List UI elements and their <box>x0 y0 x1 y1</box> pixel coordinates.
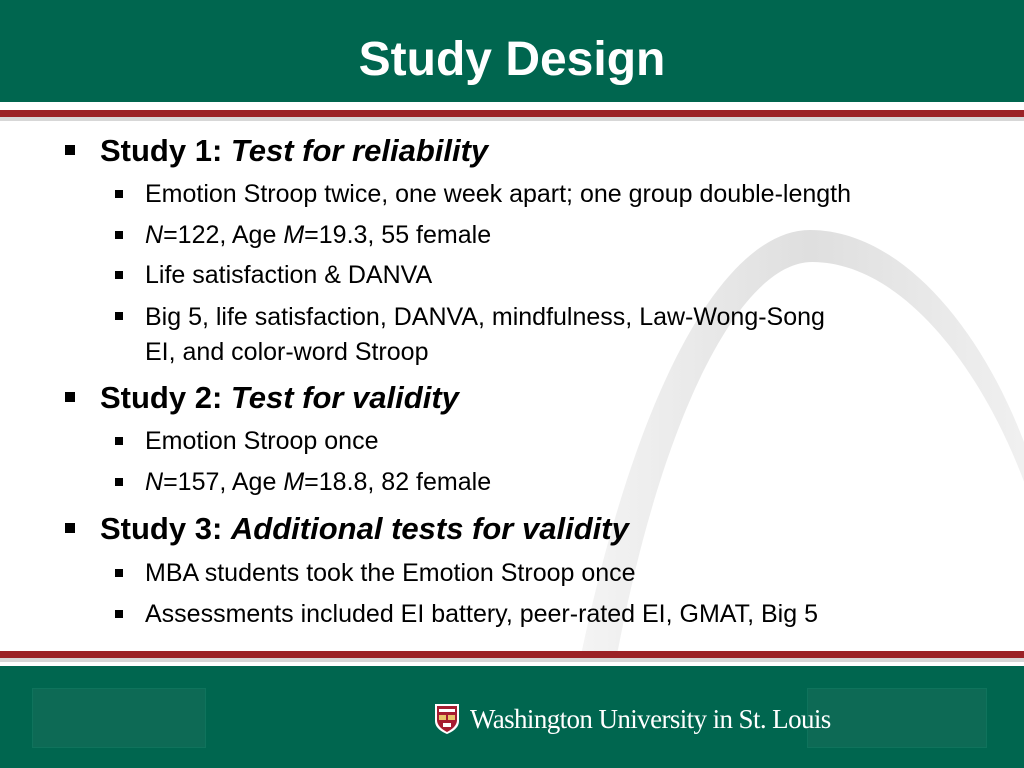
square-bullet-icon <box>115 437 123 445</box>
footer-bar <box>0 666 1024 768</box>
n-symbol: N <box>145 221 164 249</box>
study-label: Study 1: <box>100 133 223 168</box>
square-bullet-icon <box>115 312 123 320</box>
square-bullet-icon <box>115 569 123 577</box>
study-subtitle: Test for reliability <box>230 133 489 168</box>
slide-title: Study Design <box>358 33 666 86</box>
list-item-text <box>145 465 491 499</box>
n-symbol: N <box>145 468 164 496</box>
university-shield-icon <box>434 703 460 735</box>
square-bullet-icon <box>115 190 123 198</box>
study-subtitle: Additional tests for validity <box>230 511 629 546</box>
bottom-grey-rule <box>0 658 1024 662</box>
m-value: =19.3, 55 female <box>304 221 492 249</box>
square-bullet-icon <box>115 231 123 239</box>
bottom-red-rule <box>0 651 1024 658</box>
square-bullet-icon <box>115 610 123 618</box>
list-item-text <box>145 218 491 252</box>
square-bullet-icon <box>65 392 75 402</box>
list-item-text: Assessments included EI battery, peer-rated EI, GMAT, Big 5 <box>145 600 818 628</box>
study-label: Study 3: <box>100 511 223 546</box>
m-value: =18.8, 82 female <box>304 468 492 496</box>
n-value: =157, Age <box>163 468 284 496</box>
list-item-text-continued: EI, and color-word Stroop <box>145 338 429 366</box>
m-symbol: M <box>283 468 305 496</box>
list-item-text: Emotion Stroop once <box>145 427 379 455</box>
square-bullet-icon <box>65 145 75 155</box>
m-symbol: M <box>283 221 305 249</box>
square-bullet-icon <box>115 478 123 486</box>
list-item-text: Big 5, life satisfaction, DANVA, mindfulness, Law-Wong-Song <box>145 303 825 331</box>
footer-placeholder-left <box>32 688 206 748</box>
list-item-text: MBA students took the Emotion Stroop once <box>145 559 636 587</box>
university-wordmark: Washington University in St. Louis <box>470 704 831 734</box>
list-item-text: Emotion Stroop twice, one week apart; one group double-length <box>145 180 852 208</box>
square-bullet-icon <box>115 271 123 279</box>
n-value: =122, Age <box>163 221 284 249</box>
footer-placeholder-right <box>807 688 987 748</box>
study-subtitle: Test for validity <box>230 380 459 415</box>
study-label: Study 2: <box>100 380 223 415</box>
square-bullet-icon <box>65 523 75 533</box>
list-item-text: Life satisfaction & DANVA <box>145 261 433 289</box>
